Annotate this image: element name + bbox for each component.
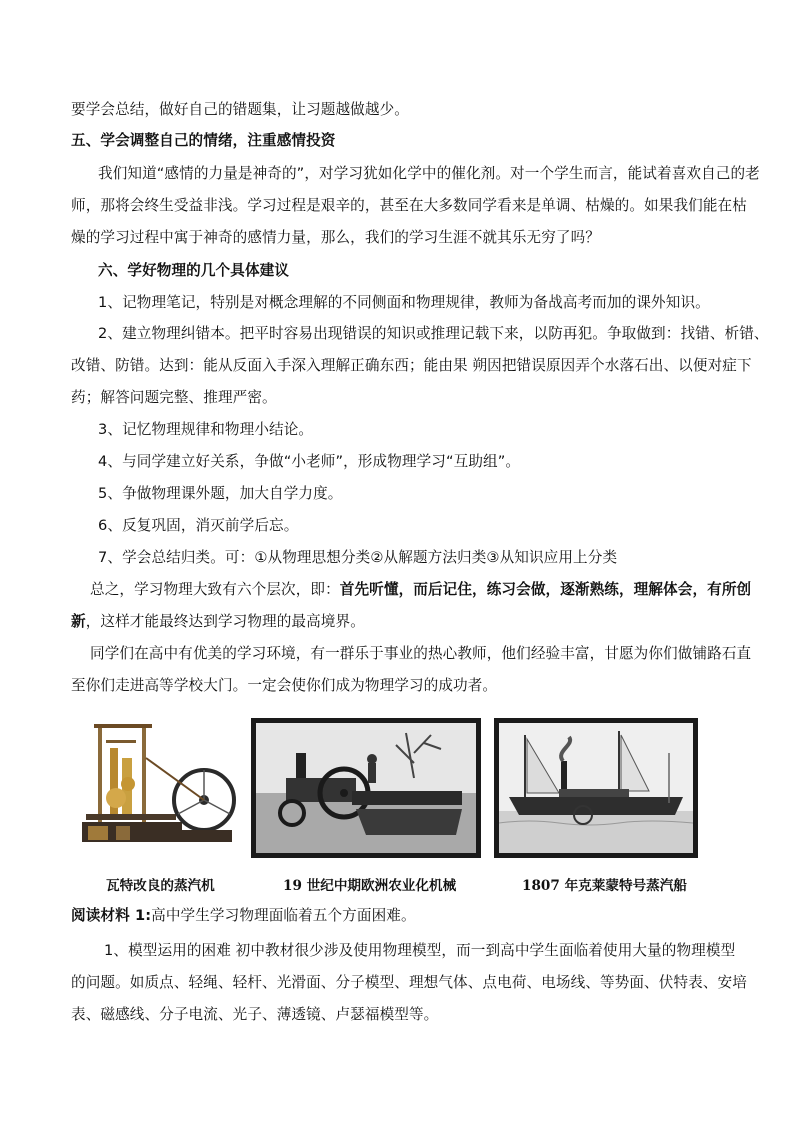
summary-levels: 新 [71,613,86,630]
summary-text: ，这样才能最终达到学习物理的最高境界。 [85,613,365,630]
suggestion-6: 6、反复巩固，消灭前学后忘。 [98,517,299,534]
suggestion-4: 4、与同学建立好关系，争做“小老师”，形成物理学习“互助组”。 [98,453,521,470]
figure-caption-2: 19 世纪中期欧洲农业化机械 [283,878,457,894]
reading-material-heading [71,906,416,926]
agricultural-machine-image [251,718,481,858]
paragraph-line: 同学们在高中有优美的学习环境，有一群乐于事业的热心教师，他们经验丰富，甘愿为你们做铺路石直 [90,645,752,662]
model-difficulty-line: 1、模型运用的困难 初中教材很少涉及使用物理模型，而一到高中学生面临着使用大量的物理模型 [104,942,736,959]
paragraph-line: 药；解答问题完整、推理严密。 [71,389,277,406]
reading-material-title: 高中学生学习物理面临着五个方面困难。 [151,907,416,924]
section-heading-5: 五、学会调整自己的情绪，注重感情投资 [71,132,336,149]
paragraph-line: 改错、防错。达到：能从反面入手深入理解正确东西；能由果 朔因把错误原因弄个水落石出、以便对症下 [71,357,752,374]
suggestion-3: 3、记忆物理规律和物理小结论。 [98,421,314,438]
suggestion-5: 5、争做物理课外题，加大自学力度。 [98,485,343,502]
reading-material-label: 阅读材料 1: [71,907,152,924]
figure-caption-3: 1807 年克莱蒙特号蒸汽船 [522,878,687,894]
summary-line [71,612,365,632]
paragraph-line: 燥的学习过程中寓于神奇的感情力量，那么，我们的学习生涯不就其乐无穷了吗？ [71,229,600,246]
suggestion-2: 2、建立物理纠错本。把平时容易出现错误的知识或推理记载下来，以防再犯。争取做到：找错、析错、 [98,325,769,342]
summary-text: 总之，学习物理大致有六个层次，即： [90,581,340,598]
paragraph-line: 师，那将会终生受益非浅。学习过程是艰辛的，甚至在大多数同学看来是单调、枯燥的。如果我们能在枯 [71,197,747,214]
summary-line [90,580,751,600]
paragraph-line: 至你们走进高等学校大门。一定会使你们成为物理学习的成功者。 [71,677,498,694]
section-heading-6: 六、学好物理的几个具体建议 [98,262,290,279]
steam-engine-image [76,718,236,854]
suggestion-1: 1、记物理笔记，特别是对概念理解的不同侧面和物理规律，教师为备战高考而加的课外知识。 [98,294,710,311]
paragraph-line: 我们知道“感情的力量是神奇的”，对学习犹如化学中的催化剂。对一个学生而言，能试着喜欢自己的老 [98,165,760,182]
paragraph-line: 的问题。如质点、轻绳、轻杆、光滑面、分子模型、理想气体、点电荷、电场线、等势面、伏特表、安培 [71,974,747,991]
summary-levels: 首先听懂，而后记住，练习会做，逐渐熟练，理解体会，有所创 [339,581,752,598]
clermont-steamboat-image [494,718,698,858]
paragraph-line: 表、磁感线、分子电流、光子、薄透镜、卢瑟福模型等。 [71,1006,439,1023]
suggestion-7: 7、学会总结归类。可：①从物理思想分类②从解题方法归类③从知识应用上分类 [98,549,618,566]
figure-caption-1: 瓦特改良的蒸汽机 [106,878,215,894]
paragraph-line: 要学会总结，做好自己的错题集，让习题越做越少。 [71,101,409,118]
